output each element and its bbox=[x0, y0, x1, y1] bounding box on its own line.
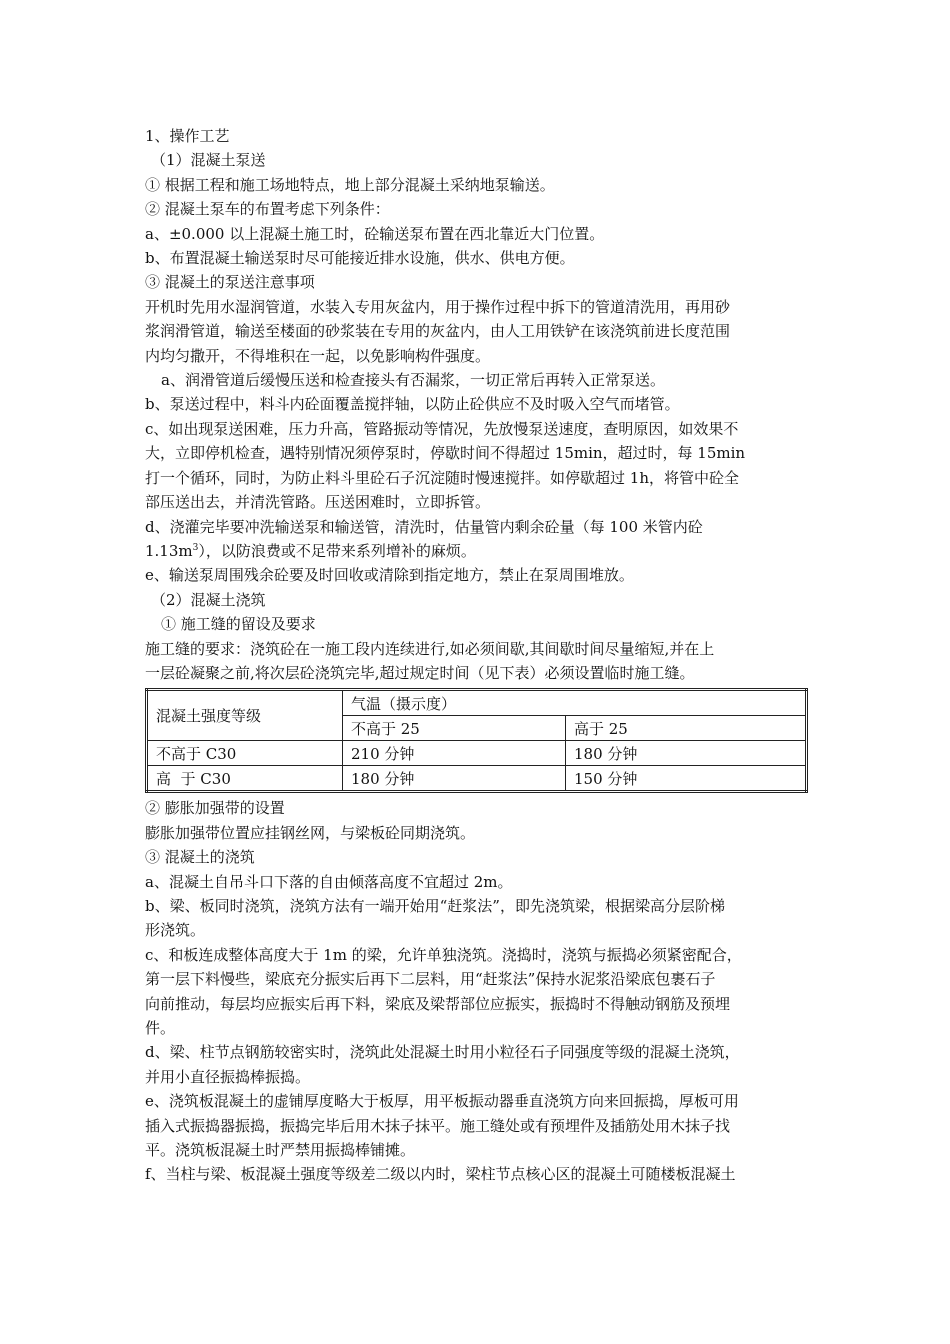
paragraph-line: ③ 混凝土的浇筑 bbox=[145, 848, 255, 867]
paragraph-line: 件。 bbox=[145, 1019, 176, 1037]
paragraph-line: 平。浇筑板混凝土时严禁用振捣棒铺摊。 bbox=[145, 1141, 416, 1160]
paragraph-line: c、如出现泵送困难，压力升高，管路振动等情况，先放慢泵送速度，查明原因，如效果不 bbox=[145, 419, 739, 438]
paragraph-line: （2）混凝土浇筑 bbox=[151, 590, 266, 609]
table-subheader: 不高于 25 bbox=[343, 716, 566, 741]
paragraph-line: a、混凝土自吊斗口下落的自由倾落高度不宜超过 2m。 bbox=[145, 872, 513, 891]
paragraph-line: ② 膨胀加强带的设置 bbox=[145, 799, 285, 818]
paragraph-line: c、和板连成整体高度大于 1m 的梁，允许单独浇筑。浇捣时，浇筑与振捣必须紧密配合， bbox=[145, 945, 742, 964]
table-cell: 不高于 C30 bbox=[147, 741, 343, 766]
table-subheader: 高于 25 bbox=[566, 716, 807, 741]
paragraph-line: 第一层下料慢些，梁底充分振实后再下二层料，用“赶浆法”保持水泥浆沿梁底包裹石子 bbox=[145, 970, 716, 989]
paragraph-line: 1、操作工艺 bbox=[145, 127, 230, 145]
document-body bbox=[145, 124, 810, 1187]
paragraph-line: ③ 混凝土的泵送注意事项 bbox=[145, 273, 315, 292]
section-pouring-intro bbox=[145, 563, 810, 685]
paragraph-line: 部压送出去，并清洗管路。压送困难时，立即拆管。 bbox=[145, 493, 491, 512]
superscript: 3 bbox=[192, 542, 199, 553]
paragraph-line: 插入式振捣器振捣，振捣完毕后用木抹子抹平。施工缝处或有预埋件及插筋处用木抹子找 bbox=[145, 1116, 731, 1135]
paragraph-line: b、梁、板同时浇筑，浇筑方法有一端开始用“赶浆法”，即先浇筑梁，根据梁高分层阶梯 bbox=[145, 896, 725, 915]
paragraph-line: 膨胀加强带位置应挂钢丝网，与梁板砼同期浇筑。 bbox=[145, 823, 476, 842]
table-cell: 180 分钟 bbox=[343, 766, 566, 792]
table-cell: 210 分钟 bbox=[343, 741, 566, 766]
table-row bbox=[147, 766, 807, 792]
time-limit-table-wrap bbox=[145, 688, 810, 793]
paragraph-line: ① 施工缝的留设及要求 bbox=[161, 615, 316, 634]
table-cell: 180 分钟 bbox=[566, 741, 807, 766]
paragraph-line: 打一个循环，同时，为防止料斗里砼石子沉淀随时慢速搅拌。如停歇超过 1h，将管中砼全 bbox=[145, 468, 739, 487]
paragraph-line: d、浇灌完毕要冲洗输送泵和输送管，清洗时，估量管内剩余砼量（每 100 米管内砼 bbox=[145, 517, 703, 536]
paragraph-line: （1）混凝土泵送 bbox=[151, 151, 266, 170]
table-cell: 高 于 C30 bbox=[147, 766, 343, 792]
paragraph-line: 形浇筑。 bbox=[145, 921, 206, 940]
paragraph-line: e、浇筑板混凝土的虚铺厚度略大于板厚，用平板振动器垂直浇筑方向来回振捣，厚板可用 bbox=[145, 1092, 739, 1111]
paragraph-line: a、润滑管道后缓慢压送和检查接头有否漏浆，一切正常后再转入正常泵送。 bbox=[161, 371, 665, 390]
paragraph-line: ② 混凝土泵车的布置考虑下列条件： bbox=[145, 200, 390, 219]
paragraph-line: e、输送泵周围残余砼要及时回收或清除到指定地方，禁止在泵周围堆放。 bbox=[145, 566, 634, 585]
paragraph-line: 并用小直径振捣棒振捣。 bbox=[145, 1067, 311, 1086]
paragraph-line: 开机时先用水湿润管道，水装入专用灰盆内，用于操作过程中拆下的管道清洗用，再用砂 bbox=[145, 297, 731, 316]
paragraph-line: b、布置混凝土输送泵时尽可能接近排水设施，供水、供电方便。 bbox=[145, 249, 575, 268]
time-limit-table bbox=[145, 688, 808, 793]
paragraph-line: 向前推动，每层均应振实后再下料，梁底及梁帮部位应振实，振捣时不得触动钢筋及预埋 bbox=[145, 994, 731, 1013]
paragraph-line: 浆润滑管道，输送至楼面的砂浆装在专用的灰盆内，由人工用铁铲在该浇筑前进长度范围 bbox=[145, 322, 731, 341]
paragraph-line: $1.13m^3$），以防浪费或不足带来系列增补的麻烦。 bbox=[145, 541, 476, 560]
section-pumping bbox=[145, 124, 810, 539]
section-pouring-details bbox=[145, 796, 810, 1187]
table-row bbox=[147, 741, 807, 766]
paragraph-line: a、±0.000 以上混凝土施工时，砼输送泵布置在西北靠近大门位置。 bbox=[145, 224, 605, 243]
paragraph-line: 施工缝的要求：浇筑砼在一施工段内连续进行,如必须间歇,其间歇时间尽量缩短,并在上 bbox=[145, 639, 715, 658]
paragraph-line: b、泵送过程中，料斗内砼面覆盖搅拌轴，以防止砼供应不及时吸入空气而堵管。 bbox=[145, 395, 680, 414]
paragraph-line: 内均匀撒开，不得堆积在一起，以免影响构件强度。 bbox=[145, 346, 491, 365]
paragraph-line: 大，立即停机检查，遇特别情况须停泵时，停歇时间不得超过 15min，超过时，每 15min bbox=[145, 444, 746, 463]
paragraph-line: ① 根据工程和施工场地特点，地上部分混凝土采纳地泵输送。 bbox=[145, 175, 555, 194]
paragraph-line: 一层砼凝聚之前,将次层砼浇筑完毕,超过规定时间（见下表）必须设置临时施工缝。 bbox=[145, 663, 695, 682]
paragraph-line: f、当柱与梁、板混凝土强度等级差二级以内时，梁柱节点核心区的混凝土可随楼板混凝土 bbox=[145, 1165, 736, 1184]
table-header-temperature: 气温（摄示度） bbox=[343, 690, 807, 716]
paragraph-line: d、梁、柱节点钢筋较密实时，浇筑此处混凝土时用小粒径石子同强度等级的混凝土浇筑， bbox=[145, 1043, 740, 1062]
table-header-strength: 混凝土强度等级 bbox=[147, 690, 343, 741]
table-cell: 150 分钟 bbox=[566, 766, 807, 792]
